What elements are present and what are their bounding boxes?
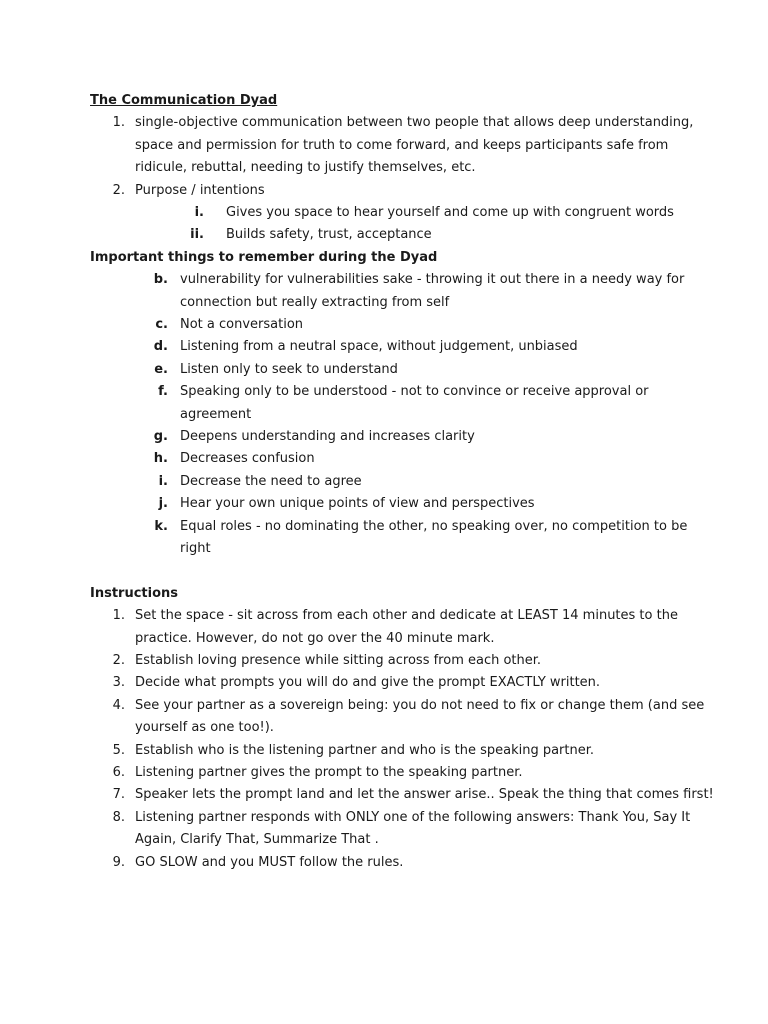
list-item-marker: 9.: [112, 854, 125, 870]
list-item-text: Not a conversation: [180, 317, 304, 332]
list-item-marker: 7.: [112, 787, 125, 803]
document-title: The Communication Dyad: [90, 93, 278, 108]
sublist-item-marker: ii.: [190, 227, 204, 243]
list-item-marker: 5.: [112, 742, 125, 758]
list-item-text: Again, Clarify That, Summarize That .: [135, 832, 379, 848]
list-item-marker: d.: [153, 339, 168, 355]
list-item-text: agreement: [180, 406, 252, 422]
list-item-marker: k.: [154, 518, 168, 534]
list-item-marker: f.: [158, 384, 168, 400]
list-item-marker: h.: [153, 451, 168, 467]
list-item-marker: 3.: [112, 675, 125, 691]
list-item-text: connection but really extracting from self: [180, 294, 450, 310]
section-heading-remember: Important things to remember during the Dyad: [90, 249, 438, 265]
list-item-text: Listening partner responds with ONLY one of the following answers: Thank You, Say It: [135, 809, 691, 825]
list-item-text: Establish loving presence while sitting across from each other.: [135, 653, 542, 668]
list-item-marker: 8.: [112, 809, 125, 825]
list-item-text: space and permission for truth to come forward, and keeps participants safe from: [135, 137, 669, 153]
list-item-marker: c.: [155, 317, 168, 332]
section-heading-instructions: Instructions: [90, 585, 179, 601]
list-item-marker: e.: [154, 361, 168, 377]
list-item-text: Purpose / intentions: [135, 182, 265, 198]
list-item-text: right: [180, 541, 211, 556]
list-item-text: practice. However, do not go over the 40 minute mark.: [135, 630, 495, 646]
list-item-marker: 2.: [112, 182, 125, 198]
list-item-text: Deepens understanding and increases clarity: [180, 429, 475, 444]
list-item-text: See your partner as a sovereign being: you do not need to fix or change them (and see: [135, 697, 705, 713]
list-item-marker: b.: [153, 272, 168, 288]
sublist-item-marker: i.: [194, 205, 204, 220]
list-item-text: Decide what prompts you will do and give the prompt EXACTLY written.: [135, 675, 601, 691]
list-item-text: Equal roles - no dominating the other, no speaking over, no competition to be: [180, 518, 688, 534]
sublist-item-text: Builds safety, trust, acceptance: [226, 227, 432, 243]
list-item-text: Decreases confusion: [180, 451, 315, 467]
list-item-text: Speaking only to be understood - not to convince or receive approval or: [180, 384, 649, 400]
list-item-text: Establish who is the listening partner and who is the speaking partner.: [135, 742, 595, 758]
list-item-text: GO SLOW and you MUST follow the rules.: [135, 854, 404, 870]
list-item-text: single-objective communication between two people that allows deep understanding,: [135, 115, 694, 131]
list-item-marker: 2.: [112, 653, 125, 668]
list-item-marker: 1.: [112, 608, 125, 624]
list-item-marker: 6.: [112, 765, 125, 780]
list-item-text: Speaker lets the prompt land and let the answer arise.. Speak the thing that comes first!: [135, 787, 714, 803]
list-item-text: Set the space - sit across from each other and dedicate at LEAST 14 minutes to the: [135, 608, 678, 624]
list-item-marker: i.: [158, 473, 168, 489]
list-item-text: Listen only to seek to understand: [180, 361, 398, 377]
list-item-text: Listening from a neutral space, without judgement, unbiased: [180, 339, 578, 355]
list-item-marker: g.: [153, 429, 168, 444]
list-item-text: Hear your own unique points of view and perspectives: [180, 496, 535, 512]
list-item-marker: j.: [158, 496, 168, 512]
sublist-item-text: Gives you space to hear yourself and come up with congruent words: [226, 205, 674, 220]
list-item-text: vulnerability for vulnerabilities sake - throwing it out there in a needy way for: [180, 272, 685, 288]
list-item-text: Decrease the need to agree: [180, 473, 362, 489]
list-item-text: ridicule, rebuttal, needing to justify themselves, etc.: [135, 160, 476, 176]
list-item-text: yourself as one too!).: [135, 720, 274, 736]
list-item-marker: 4.: [112, 697, 125, 713]
list-item-text: Listening partner gives the prompt to the speaking partner.: [135, 765, 523, 780]
list-item-marker: 1.: [112, 115, 125, 131]
